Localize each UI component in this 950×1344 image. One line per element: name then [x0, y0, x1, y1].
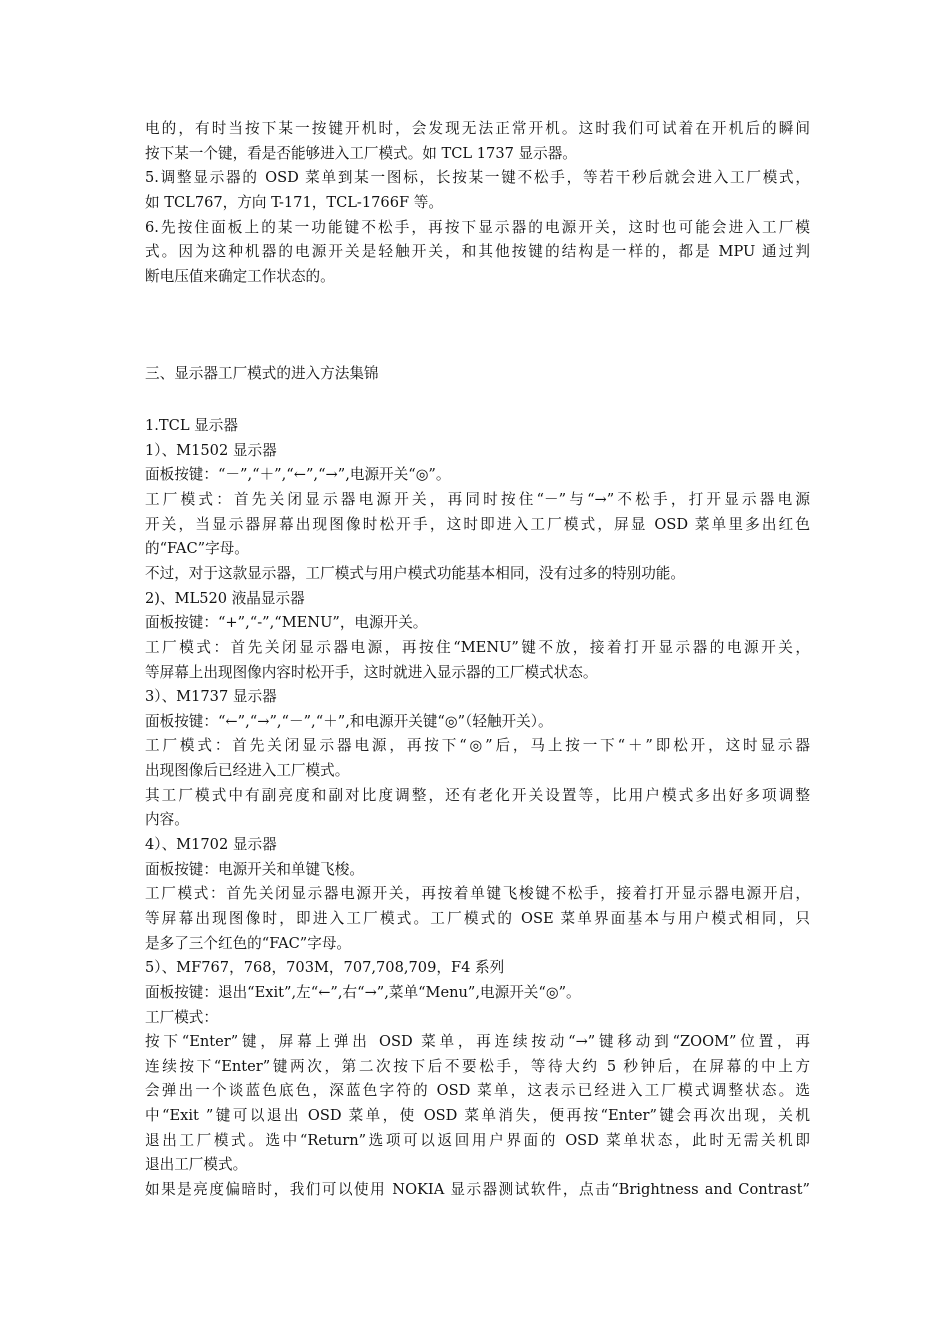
text-line: 是多了三个红色的“FAC”字母。: [145, 934, 352, 952]
text-line: 工厂模式：首先关闭显示器电源开关，再按着单键飞梭键不松手，接着打开显示器电源开启，: [145, 885, 810, 903]
text-line: 的“FAC”字母。: [145, 540, 249, 558]
text-line: 5.调整显示器的 OSD 菜单到某一图标，长按某一键不松手，等若干秒后就会进入工厂模式，: [145, 169, 810, 187]
text-line: 按下“Enter”键，屏幕上弹出 OSD 菜单，再连续按动“→”键移动到“ZOOM”位置，再: [145, 1033, 810, 1051]
text-line: 5）、MF767，768，703M，707,708,709，F4 系列: [145, 959, 505, 977]
text-line: 面板按键：“－”,“＋”,“←”,“→”,电源开关“◎”。: [145, 466, 451, 484]
text-line: 4）、M1702 显示器: [145, 836, 277, 854]
text-line: 式。因为这种机器的电源开关是轻触开关，和其他按键的结构是一样的，都是 MPU 通过判: [145, 243, 810, 261]
text-line: 面板按键：“+”,“-”,“MENU”，电源开关。: [145, 614, 428, 632]
text-line: 退出工厂模式。选中“Return”选项可以返回用户界面的 OSD 菜单状态，此时无需关机即: [145, 1131, 810, 1149]
section-heading: 三、显示器工厂模式的进入方法集锦: [145, 365, 379, 383]
text-line: 6.先按住面板上的某一功能键不松手，再按下显示器的电源开关，这时也可能会进入工厂模: [145, 218, 810, 236]
text-line: 开关，当显示器屏幕出现图像时松开手，这时即进入工厂模式，屏显 OSD 菜单里多出红色: [145, 515, 810, 533]
text-line: 等屏幕上出现图像内容时松开手，这时就进入显示器的工厂模式状态。: [145, 663, 598, 681]
text-line: 不过，对于这款显示器，工厂模式与用户模式功能基本相同，没有过多的特别功能。: [145, 564, 685, 582]
text-line: 出现图像后已经进入工厂模式。: [145, 762, 350, 780]
text-line: 连续按下“Enter”键两次，第二次按下后不要松手，等待大约 5 秒钟后，在屏幕的中上方: [145, 1057, 810, 1075]
text-line: 面板按键：退出“Exit”,左“←”,右“→”,菜单“Menu”,电源开关“◎”。: [145, 983, 581, 1001]
text-line: 电的，有时当按下某一按键开机时，会发现无法正常开机。这时我们可试着在开机后的瞬间: [145, 120, 810, 137]
document-body: [145, 117, 810, 1203]
text-line: 工厂模式：首先关闭显示器电源，再按下“◎”后，马上按一下“＋”即松开，这时显示器: [145, 737, 810, 755]
text-line: 中“Exit ”键可以退出 OSD 菜单，使 OSD 菜单消失，便再按“Enter”键会再次出现，关机: [145, 1107, 810, 1125]
text-line: 1.TCL 显示器: [145, 417, 238, 435]
text-line: 1）、M1502 显示器: [145, 441, 277, 459]
text-line: 工厂模式：: [145, 1008, 218, 1026]
text-line: 面板按键：“←”,“→”,“－”,“＋”,和电源开关键“◎”（轻触开关）。: [145, 712, 553, 730]
text-line: 断电压值来确定工作状态的。: [145, 267, 335, 285]
text-line: 2)、ML520 液晶显示器: [145, 589, 305, 607]
text-line: 等屏幕出现图像时，即进入工厂模式。工厂模式的 OSE 菜单界面基本与用户模式相同，只: [145, 909, 810, 927]
text-line: 面板按键：电源开关和单键飞梭。: [145, 860, 364, 878]
text-line: 如 TCL767，方向 T-171，TCL-1766F 等。: [145, 193, 443, 211]
text-line: 如果是亮度偏暗时，我们可以使用 NOKIA 显示器测试软件，点击“Brightness and Contrast”: [145, 1180, 810, 1198]
text-line: 内容。: [145, 811, 189, 829]
section-body: [145, 414, 810, 1203]
text-line: 3）、M1737 显示器: [145, 688, 277, 706]
text-line: 工厂模式：首先关闭显示器电源，再按住“MENU”键不放，接着打开显示器的电源开关，: [145, 638, 810, 656]
text-line: 按下某一个键，看是否能够进入工厂模式。如 TCL 1737 显示器。: [145, 144, 577, 162]
text-line: 工厂模式：首先关闭显示器电源开关，再同时按住“－”与“→”不松手，打开显示器电源: [145, 491, 810, 509]
text-line: 退出工厂模式。: [145, 1156, 248, 1174]
intro-paragraphs: [145, 117, 810, 289]
text-line: 其工厂模式中有副亮度和副对比度调整，还有老化开关设置等，比用户模式多出好多项调整: [145, 786, 810, 804]
text-line: 会弹出一个谈蓝色底色，深蓝色字符的 OSD 菜单，这表示已经进入工厂模式调整状态。选: [145, 1082, 810, 1100]
